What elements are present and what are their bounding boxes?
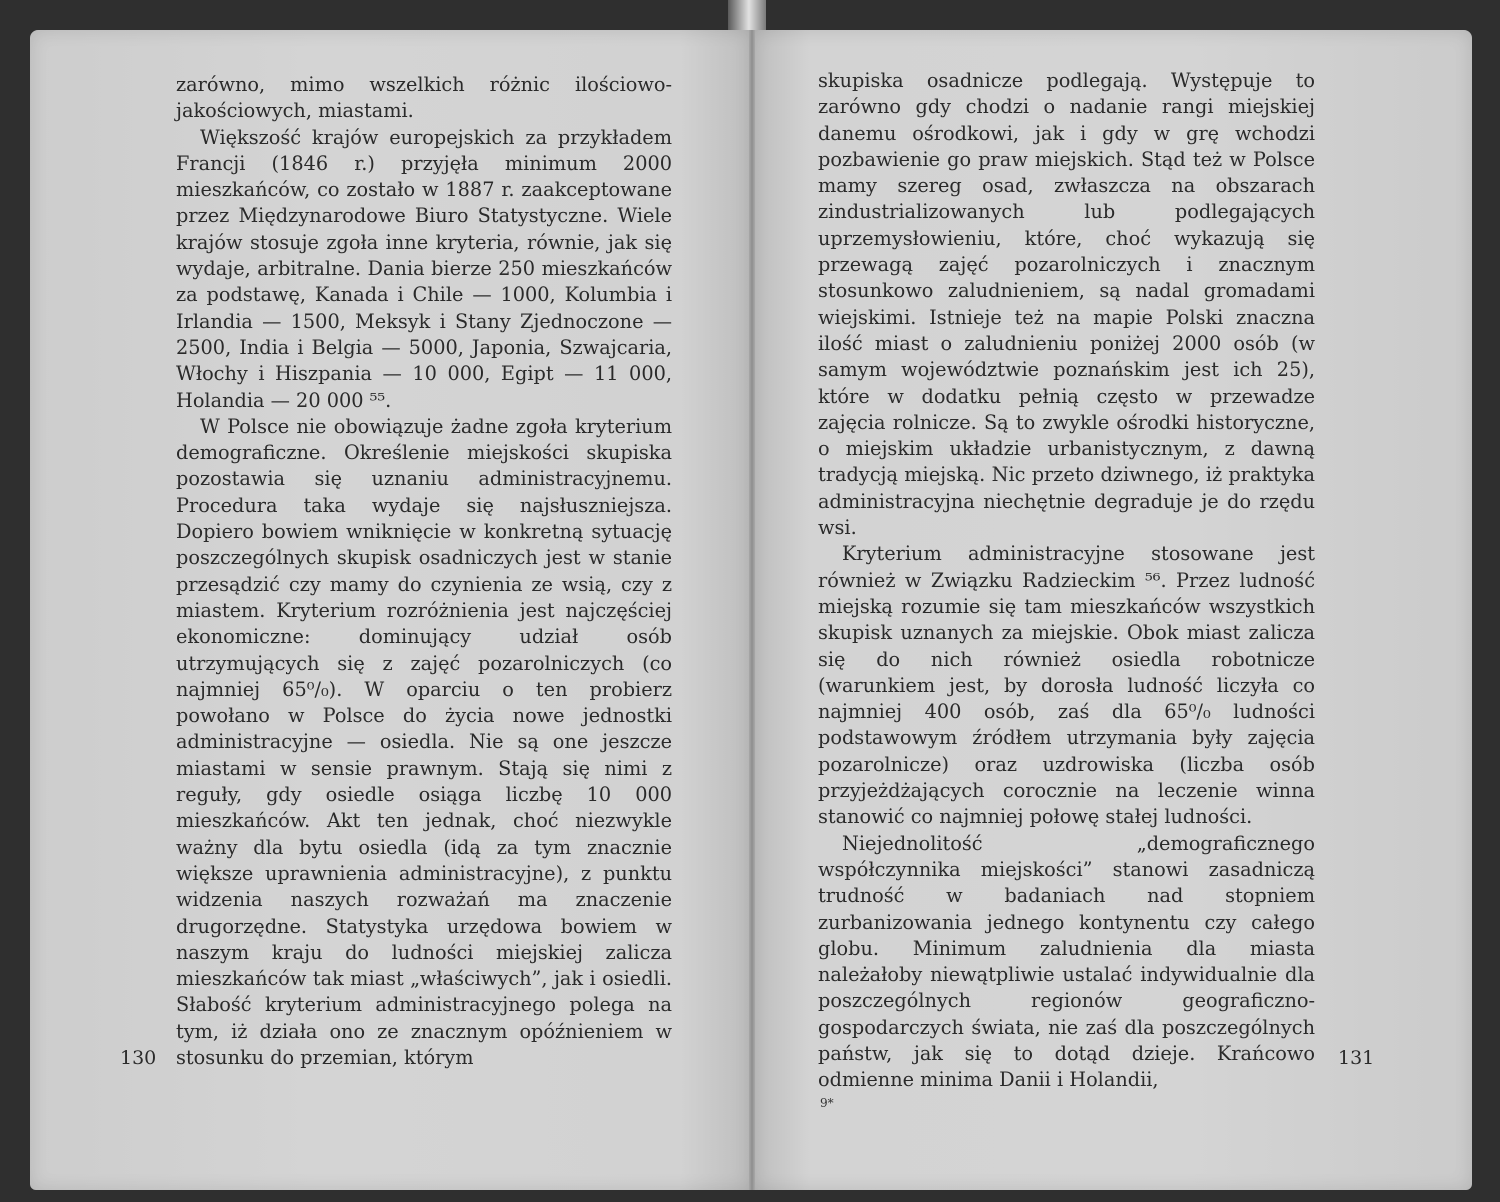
left-page-text [176,72,672,1071]
page-number-left: 130 [120,1047,157,1069]
paragraph: zarówno, mimo wszelkich różnic ilościowo-jakościowych, miastami. [176,73,672,123]
paragraph: W Polsce nie obowiązuje żadne zgoła kryterium demograficzne. Określenie miejskości skupiska pozostawia się uznaniu administracyjnemu. Procedura taka wydaje się najsłuszniejsza. Dopiero bowiem wniknięcie w konkretną sytuację poszczególnych skupisk osadniczych jest w stanie przesądzić czy mamy do czynienia ze wsią, czy z miastem. Kryterium rozróżnienia jest najczęściej ekonomiczne: dominujący udział osób utrzymujących się z zajęć pozarolniczych (co najmniej 65⁰/₀). W oparciu o ten probierz powołano w Polsce do życia nowe jednostki administracyjne — osiedla. Nie są one jeszcze miastami w sensie prawnym. Stają się nimi z reguły, gdy osiedle osiąga liczbę 10 000 mieszkańców. Akt ten jednak, choć niezwykle ważny dla bytu osiedla (idą za tym znacznie większe uprawnienia administracyjne), z punktu widzenia naszych rozważań ma znaczenie drugorzędne. Statystyka urzędowa bowiem w naszym kraju do ludności miejskiej zalicza mieszkańców tak miast „właściwych”, jak i osiedli. Słabość kryterium administracyjnego polega na tym, iż działa ono ze znacznym opóźnieniem w stosunku do przemian, którym [176,414,672,1069]
paragraph: Kryterium administracyjne stosowane jest również w Związku Radzieckim ⁵⁶. Przez ludność miejską rozumie się tam mieszkańców wszystkich skupisk uznanych za miejskie. Obok miast zalicza się do nich również osiedla robotnicze (warunkiem jest, by dorosła ludność liczyła co najmniej 400 osób, zaś dla 65⁰/₀ ludności podstawowym źródłem utrzymania były zajęcia pozarolnicze) oraz uzdrowiska (liczba osób przyjeżdżających corocznie na leczenie winna stanowić co najmniej połowę stałej ludności. [818,542,1315,829]
right-page-text [818,68,1315,1094]
paragraph: Większość krajów europejskich za przykładem Francji (1846 r.) przyjęła minimum 2000 mieszkańców, co zostało w 1887 r. zaakceptowane przez Międzynarodowe Biuro Statystyczne. Wiele krajów stosuje zgoła inne kryteria, równie, jak się wydaje, arbitralne. Dania bierze 250 mieszkańców za podstawę, Kanada i Chile — 1000, Kolumbia i Irlandia — 1500, Meksyk i Stany Zjednoczone — 2500, India i Belgia — 5000, Japonia, Szwajcaria, Włochy i Hiszpania — 10 000, Egipt — 11 000, Holandia — 20 000 ⁵⁵. [176,125,672,412]
paragraph: Niejednolitość „demograficznego współczynnika miejskości” stanowi zasadniczą trudność w badaniach nad stopniem zurbanizowania jednego kontynentu czy całego globu. Minimum zaludnienia dla miasta należałoby niewątpliwie ustalać indywidualnie dla poszczególnych regionów geograficzno-gospodarczych świata, nie zaś dla poszczególnych państw, jak się to dotąd dzieje. Krańcowo odmienne minima Danii i Holandii, [818,831,1315,1092]
page-number-right: 131 [1338,1047,1375,1069]
signature-mark: 9* [820,1096,834,1110]
paragraph: skupiska osadnicze podlegają. Występuje to zarówno gdy chodzi o nadanie rangi miejskiej danemu ośrodkowi, jak i gdy w grę wchodzi pozbawienie go praw miejskich. Stąd też w Polsce mamy szereg osad, zwłaszcza na obszarach zindustrializowanych lub podlegających uprzemysłowieniu, które, choć wykazują się przewagą zajęć pozarolniczych i znacznym stosunkowo zaludnieniem, są nadal gromadami wiejskimi. Istnieje też na mapie Polski znaczna ilość miast o zaludnieniu poniżej 2000 osób (w samym województwie poznańskim jest ich 25), które w dodatku pełnią często w przewadze zajęcia rolnicze. Są to zwykle ośrodki historyczne, o miejskim układzie urbanistycznym, z dawną tradycją miejską. Nic przeto dziwnego, iż praktyka administracyjna niechętnie degraduje je do rzędu wsi. [818,69,1315,540]
book-gutter [749,30,755,1190]
